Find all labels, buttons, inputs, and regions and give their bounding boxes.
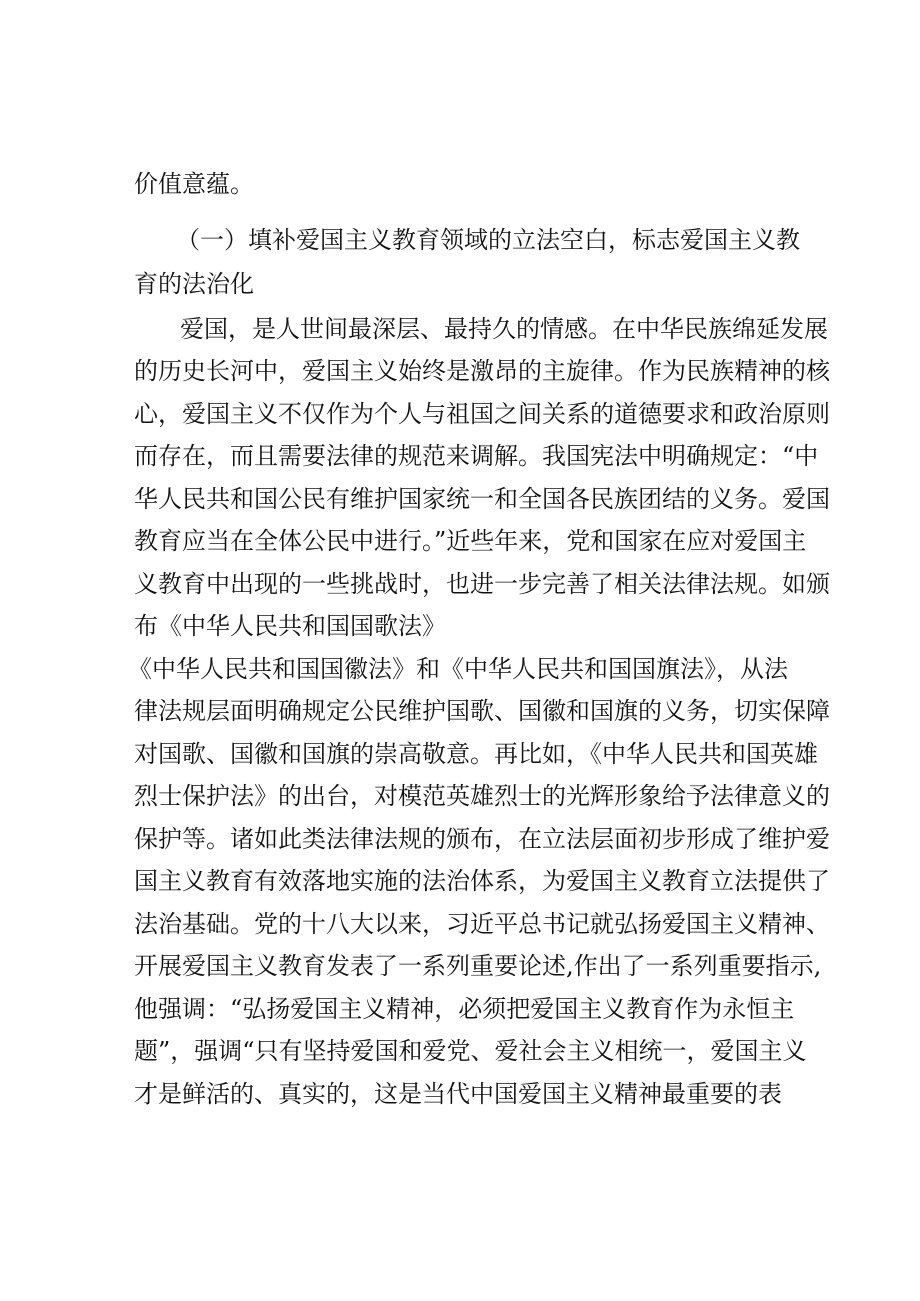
- paragraph-line: 律法规层面明确规定公民维护国歌、国徽和国旗的义务，切实保障: [134, 697, 830, 725]
- paragraph-line: 法治基础。党的十八大以来，习近平总书记就弘扬爱国主义精神、: [134, 910, 830, 938]
- paragraph-line: 对国歌、国徽和国旗的崇高敬意。再比如，《中华人民共和国英雄: [134, 740, 818, 768]
- paragraph-last-line: 才是鲜活的、真实的，这是当代中国爱国主义精神最重要的表: [134, 1080, 782, 1108]
- paragraph-line: 的历史长河中，爱国主义始终是激昂的主旋律。作为民族精神的核: [134, 357, 830, 385]
- section-heading-line-2: 育的法治化: [134, 270, 254, 298]
- text-line-1: 价值意蕴。: [134, 170, 254, 198]
- paragraph-line: 烈士保护法》的出台，对模范英雄烈士的光辉形象给予法律意义的: [134, 782, 830, 810]
- paragraph-line: 保护等。诸如此类法律法规的颁布，在立法层面初步形成了维护爱: [134, 825, 830, 853]
- paragraph-line: 心，爱国主义不仅作为个人与祖国之间关系的道德要求和政治原则: [134, 400, 830, 428]
- section-heading-line-1: （一）填补爱国主义教育领域的立法空白，标志爱国主义教: [176, 226, 800, 254]
- paragraph-line: 而存在，而且需要法律的规范来调解。我国宪法中明确规定：“中: [134, 442, 819, 470]
- paragraph-first-line: 爱国，是人世间最深层、最持久的情感。在中华民族绵延发展: [180, 315, 828, 343]
- paragraph-line: 《中华人民共和国国徽法》和《中华人民共和国国旗法》，从法: [128, 655, 788, 683]
- paragraph-line: 他强调：“弘扬爱国主义精神，必须把爱国主义教育作为永恒主: [134, 995, 795, 1023]
- paragraph-line: 题”，强调“只有坚持爱国和爱党、爱社会主义相统一，爱国主义: [134, 1037, 807, 1065]
- paragraph-line: 开展爱国主义教育发表了一系列重要论述,作出了一系列重要指示,: [134, 952, 822, 980]
- paragraph-line: 华人民共和国公民有维护国家统一和全国各民族团结的义务。爱国: [134, 485, 830, 513]
- paragraph-line: 国主义教育有效落地实施的法治体系，为爱国主义教育立法提供了: [134, 867, 830, 895]
- paragraph-line: 教育应当在全体公民中进行。”近些年来，党和国家在应对爱国主: [134, 527, 807, 555]
- paragraph-line: 义教育中出现的一些挑战时，也进一步完善了相关法律法规。如颁: [134, 570, 830, 598]
- paragraph-line: 布《中华人民共和国国歌法》: [134, 612, 446, 640]
